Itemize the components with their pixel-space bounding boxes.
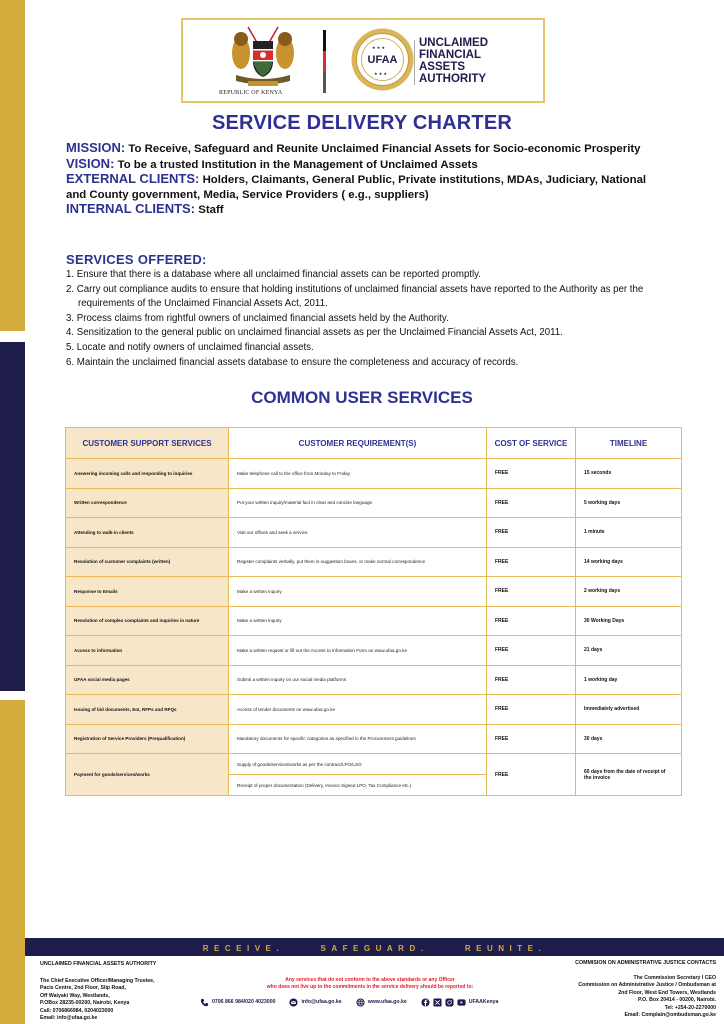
cost-cell: FREE (487, 518, 576, 548)
header-customer-requirements: CUSTOMER REQUIREMENT(S) (229, 428, 487, 459)
service-cell: UFAA social media pages (66, 665, 229, 695)
header-customer-support-services: CUSTOMER SUPPORT SERVICES (66, 428, 229, 459)
cost-cell: FREE (487, 459, 576, 489)
header-timeline: TIMELINE (576, 428, 682, 459)
internal-clients-text: Staff (198, 204, 224, 217)
requirement-cell: Visit our offices and seek a service (229, 518, 487, 548)
ufaa-contacts: The Chief Executive Officer/Managing Trustee, Pacis Centre, 2nd Floor, Slip Road, Off Waiyaki Way, Westlands, P.OBox 28235-00200, Nairobi, Kenya Call: 0706866984, 0204023000 Email: info@ufaa.go.ke (40, 978, 155, 1022)
timeline-cell: 30 days (576, 724, 682, 754)
svg-text:★ ★ ★: ★ ★ ★ (374, 71, 387, 76)
youtube-icon (457, 998, 466, 1007)
email-icon (289, 998, 298, 1007)
service-cell: Written correspondence (66, 488, 229, 518)
sidebar-gold-bar-bottom (0, 700, 25, 1024)
common-user-services-table (65, 427, 682, 796)
ufaa-name-divider (414, 40, 415, 85)
service-cell: Response to Emails (66, 577, 229, 607)
table-row (66, 636, 682, 666)
motto-band (25, 938, 724, 956)
timeline-cell: 30 Working Days (576, 606, 682, 636)
cost-cell: FREE (487, 606, 576, 636)
service-cell: Resolution of customer complaints (written) (66, 547, 229, 577)
cost-cell: FREE (487, 547, 576, 577)
services-offered-list (66, 268, 686, 370)
service-item: 1. Ensure that there is a database where all unclaimed financial assets can be reported promptly. (66, 269, 482, 280)
service-item: 3. Process claims from rightful owners of unclaimed financial assets held by the Authority. (66, 312, 449, 324)
phone-icon (200, 998, 209, 1007)
page-title: SERVICE DELIVERY CHARTER (211, 112, 513, 134)
timeline-cell: 1 minute (576, 518, 682, 548)
caj-contacts-title: COMMISION ON ADMINISTRATIVE JUSTICE CONTACTS (575, 960, 716, 966)
ufaa-contacts-title: UNCLAIMED FINANCIAL ASSETS AUTHORITY (40, 961, 157, 967)
cost-cell: FREE (487, 754, 576, 796)
motto-receive: RECEIVE. (202, 944, 285, 953)
table-row (66, 459, 682, 489)
service-cell: Access to information (66, 636, 229, 666)
contact-website[interactable]: www.ufaa.go.ke (356, 998, 407, 1007)
table-row (66, 488, 682, 518)
mission-text: To Receive, Safeguard and Reunite Unclaimed Financial Assets for Socio-economic Prosperity (128, 143, 641, 155)
timeline-cell: 60 days from the date of receipt of the invoice (576, 754, 682, 796)
coat-caption: REPUBLIC OF KENYA (219, 90, 283, 96)
requirement-cell: Make telephone call to the office from Monday to Friday (229, 459, 487, 489)
service-cell: Registration of Service Providers (Prequalification) (66, 724, 229, 754)
cost-cell: FREE (487, 695, 576, 725)
kenya-coat-of-arms-icon (228, 25, 298, 91)
header-cost-of-service: COST OF SERVICE (487, 428, 576, 459)
facebook-icon (421, 998, 430, 1007)
requirement-cell: Mandatory documents for specific categories as specified in the Procurement guidelines (229, 724, 487, 754)
x-twitter-icon (433, 998, 442, 1007)
requirement-cell: Make a written request or fill out the Access to Information Form on www.ufaa.go.ke (229, 636, 487, 666)
svg-text:★ ★ ★: ★ ★ ★ (372, 45, 385, 50)
sidebar-gold-bar-top (0, 0, 25, 331)
timeline-cell: 2 working days (576, 577, 682, 607)
timeline-cell: 21 days (576, 636, 682, 666)
vision-text: To be a trusted Institution in the Management of Unclaimed Assets (117, 158, 478, 171)
requirement-cell: Submit a written inquiry on our social media platforms (229, 665, 487, 695)
mission-label: MISSION: (66, 140, 126, 155)
vision-statement (66, 157, 666, 173)
globe-icon (356, 998, 365, 1007)
motto-reunite: REUNITE. (464, 944, 547, 953)
requirement-cell: Supply of goods/services/works as per the contract/LPO/LSO (229, 754, 487, 775)
table-row (66, 665, 682, 695)
contact-email[interactable]: info@ufaa.go.ke (289, 998, 341, 1007)
ufaa-seal-icon (350, 27, 415, 92)
service-item: 5. Locate and notify owners of unclaimed financial assets. (66, 341, 314, 353)
service-cell: Payment for goods/services/works (66, 754, 229, 796)
table-row (66, 695, 682, 725)
service-item: 4. Sensitization to the general public on unclaimed financial assets as per the Unclaimed Financial Assets Act, 2011. (66, 327, 563, 339)
motto-safeguard: SAFEGUARD. (320, 944, 429, 953)
service-cell: Answering incoming calls and responding to inquiries (66, 459, 229, 489)
external-clients (66, 172, 666, 202)
charter-intro (66, 141, 666, 218)
cost-cell: FREE (487, 577, 576, 607)
requirement-cell: Make a written inquiry (229, 577, 487, 607)
service-cell: Attending to walk-in clients (66, 518, 229, 548)
internal-clients-label: INTERNAL CLIENTS: (66, 201, 196, 217)
instagram-icon (445, 998, 454, 1007)
common-user-services-heading: COMMON USER SERVICES (251, 388, 473, 407)
cost-cell: FREE (487, 665, 576, 695)
table-row (66, 724, 682, 754)
timeline-cell: 14 working days (576, 547, 682, 577)
external-clients-text: Holders, Claimants, General Public, Private institutions, MDAs, Judiciary, National and County government, Media, Service Providers ( e.g., suppliers) (66, 174, 647, 201)
service-cell: Resolution of complex complaints and inquiries in nature (66, 606, 229, 636)
requirement-cell: Access of tender documents on www.ufaa.go.ke (229, 695, 487, 725)
contact-social[interactable]: UFAAKenya (421, 998, 499, 1007)
timeline-cell: 5 working days (576, 488, 682, 518)
timeline-cell: Immediately advertised (576, 695, 682, 725)
seal-text: UFAA (367, 54, 398, 66)
requirement-cell: Put your written inquiry/material fact in clear and concise language (229, 488, 487, 518)
table-row (66, 606, 682, 636)
kenya-flag-divider (323, 30, 326, 93)
requirement-cell: Register complaints verbally, put them in suggestion boxes, or make normal correspondence (229, 547, 487, 577)
external-clients-label: EXTERNAL CLIENTS: (66, 171, 200, 187)
service-item: 2. Carry out compliance audits to ensure that holding institutions of unclaimed financial assets have reported to the Authority as per the requirements of the Unclaimed Financial Assets Act, 2011. (66, 283, 644, 310)
table-row (66, 577, 682, 607)
logo-header (181, 18, 545, 103)
services-offered-heading: SERVICES OFFERED: (66, 252, 207, 267)
service-cell: Issuing of bid documents, EoI, RFPs and RFQs (66, 695, 229, 725)
table-row (66, 547, 682, 577)
requirement-cell: Receipt of proper documentation (Delivery, Invoice Signed LPO, Tax Compliance etc.) (229, 775, 487, 796)
cost-cell: FREE (487, 636, 576, 666)
internal-clients (66, 202, 666, 218)
cost-cell: FREE (487, 488, 576, 518)
table-header-row (66, 428, 682, 459)
mission-statement (66, 141, 666, 157)
cost-cell: FREE (487, 724, 576, 754)
timeline-cell: 1 working day (576, 665, 682, 695)
requirement-cell: Make a written inquiry (229, 606, 487, 636)
timeline-cell: 15 seconds (576, 459, 682, 489)
caj-contacts: The Commission Secretary I CEO Commission on Administrative Justice / Ombudsman at 2nd Floor, West End Towers, Westlands P.O. Box 20414 - 00200, Nairobi. Tel: +254-20-2270000 Email: Complain@ombudsman.go.ke (578, 975, 716, 1019)
contact-phone[interactable]: 0706 866 984/020 4023000 (200, 998, 275, 1007)
service-item: 6. Maintain the unclaimed financial assets database to ensure the completeness and accuracy of records. (66, 356, 519, 368)
complaint-notice: Any services that do not conform to the above standards or any Officer who does not live up to the commitments in the service delivery should be reported to: (266, 977, 474, 991)
vision-label: VISION: (66, 155, 115, 171)
table-row (66, 518, 682, 548)
contact-strip (200, 996, 540, 1008)
table-row (66, 754, 682, 775)
ufaa-name: UNCLAIMED FINANCIAL ASSETS AUTHORITY (419, 37, 488, 85)
